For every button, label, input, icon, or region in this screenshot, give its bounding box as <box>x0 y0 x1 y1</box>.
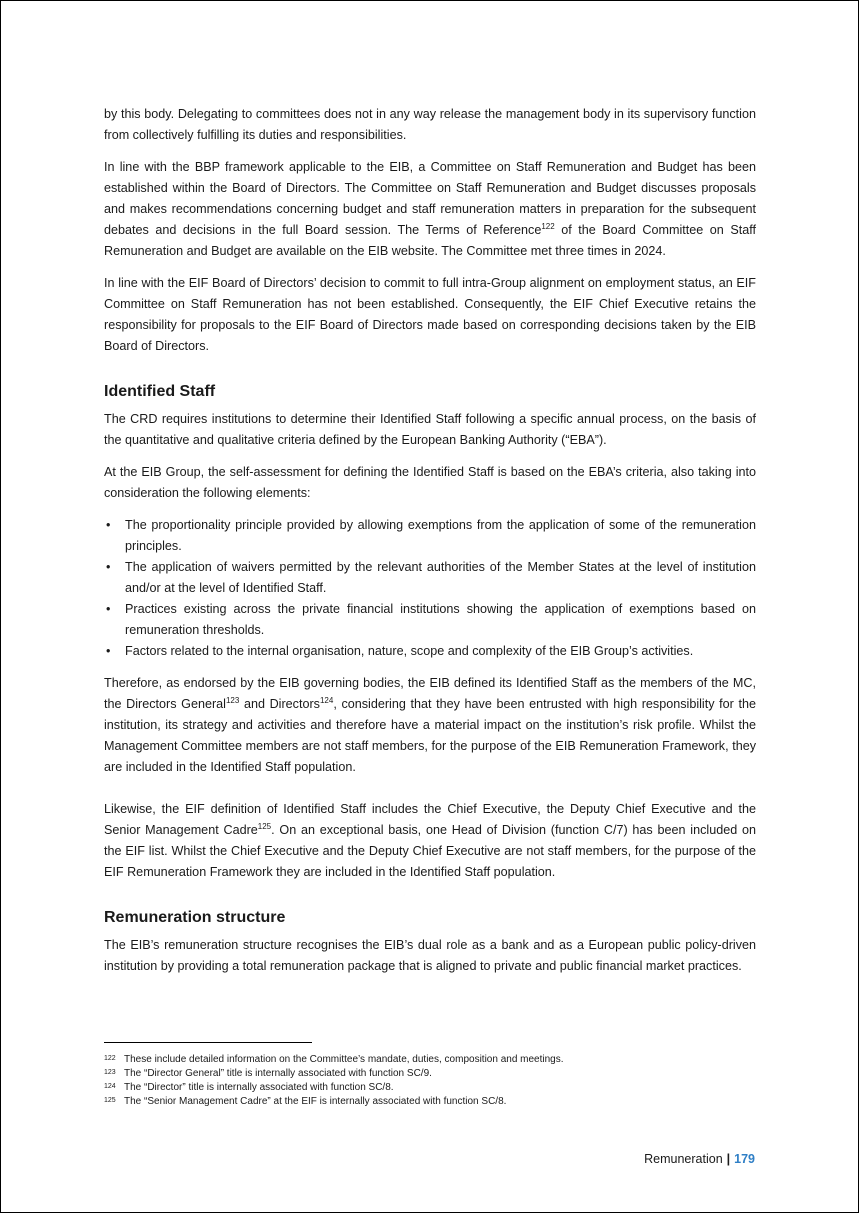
footnote-122 <box>104 1053 756 1067</box>
paragraph-eif-committee: In line with the EIF Board of Directors’ decision to commit to full intra-Group alignment on employment status, an EIF Committee on Staff Remuneration has not been established. Consequently, the EIF Chief Executive retains the responsibility for proposals to the EIF Board of Directors made based on corresponding decisions taken by the EIB Board of Directors. <box>104 276 756 353</box>
footnote-ref-122[interactable]: 122 <box>541 222 555 231</box>
paragraph-eif-identified-staff <box>104 799 756 883</box>
page-number: 179 <box>734 1152 755 1166</box>
paragraph-crd: The CRD requires institutions to determine their Identified Staff following a specific annual process, on the basis of the quantitative and qualitative criteria defined by the European Banking Authority (“EBA”). <box>104 412 756 447</box>
heading-identified-staff: Identified Staff <box>104 383 216 400</box>
list-item-text: The proportionality principle provided by allowing exemptions from the application of some of the remuneration principles. <box>125 518 756 553</box>
list-item-text: The application of waivers permitted by the relevant authorities of the Member States at the level of institution and/or at the level of Identified Staff. <box>125 560 756 595</box>
footnote-ref-125[interactable]: 125 <box>257 822 272 831</box>
paragraph-text: , considering that they have been entrusted with high responsibility for the institution, its strategy and activities and therefore have a material impact on the institution’s risk profile. Whilst the Management Committee members are not staff members, for the purpose of the EIB Remuneration Framework, they are included in the Identified Staff population. <box>104 697 756 774</box>
list-item <box>104 515 756 557</box>
footnote-number: 124 <box>104 1083 116 1090</box>
bullet-icon: • <box>106 518 111 532</box>
footnote-text: The “Senior Management Cadre” at the EIF is internally associated with function SC/8. <box>124 1096 507 1107</box>
paragraph-self-assessment: At the EIB Group, the self-assessment for defining the Identified Staff is based on the EBA’s criteria, also taking into consideration the following elements: <box>104 465 756 500</box>
footer-section-title: Remuneration <box>644 1152 723 1166</box>
footnote-text: These include detailed information on the Committee’s mandate, duties, composition and meetings. <box>124 1054 564 1065</box>
footnote-ref-123[interactable]: 123 <box>225 696 240 705</box>
paragraph-committee-text-end: of the Board Committee on Staff Remuneration and Budget are available on the EIB website. The Committee met three times in 2024. <box>104 223 756 258</box>
list-item-text: Practices existing across the private financial institutions showing the application of exemptions based on remuneration thresholds. <box>125 602 756 637</box>
footnotes <box>104 1053 756 1109</box>
criteria-list <box>104 515 756 662</box>
paragraph-text: . On an exceptional basis, one Head of Division (function C/7) has been included on the EIF list. Whilst the Chief Executive and the Deputy Chief Executive are not staff members, for the purpose of the EIF Remuneration Framework they are included in the Identified Staff population. <box>104 823 757 879</box>
bullet-icon: • <box>106 602 111 616</box>
paragraph-text: Likewise, the EIF definition of Identified Staff includes the Chief Executive, the Deputy Chief Executive and the Senior Management Cadre <box>104 802 756 837</box>
footnote-number: 125 <box>104 1097 116 1104</box>
footnote-ref-124[interactable]: 124 <box>319 696 334 705</box>
footnote-125 <box>104 1095 756 1109</box>
paragraph-delegation: by this body. Delegating to committees does not in any way release the management body in its supervisory function from collectively fulfilling its duties and responsibilities. <box>104 107 756 142</box>
footnote-text: The “Director General” title is internally associated with function SC/9. <box>124 1068 432 1079</box>
footnote-124 <box>104 1081 756 1095</box>
paragraph-remuneration-structure: The EIB’s remuneration structure recognises the EIB’s dual role as a bank and as a European public policy-driven institution by providing a total remuneration package that is aligned to private and public financial market practices. <box>104 938 756 973</box>
list-item <box>104 599 756 641</box>
footnote-divider <box>104 1042 312 1043</box>
list-item <box>104 641 756 662</box>
footnote-text: The “Director” title is internally associated with function SC/8. <box>124 1082 394 1093</box>
paragraph-eib-identified-staff <box>104 673 756 778</box>
list-item-text: Factors related to the internal organisation, nature, scope and complexity of the EIB Group’s activities. <box>125 644 694 658</box>
page-footer <box>644 1152 755 1166</box>
bullet-icon: • <box>106 560 111 574</box>
heading-remuneration-structure: Remuneration structure <box>104 909 286 926</box>
paragraph-committee <box>104 157 756 262</box>
footnote-number: 123 <box>104 1069 116 1076</box>
paragraph-text: Therefore, as endorsed by the EIB governing bodies, the EIB defined its Identified Staff as the members of the MC, the Directors General <box>104 676 756 711</box>
list-item <box>104 557 756 599</box>
paragraph-text: and Directors <box>239 697 320 711</box>
footer-separator: | <box>726 1152 731 1166</box>
footnote-123 <box>104 1067 756 1081</box>
footnote-number: 122 <box>104 1055 116 1062</box>
bullet-icon: • <box>106 644 111 658</box>
paragraph-committee-text: In line with the BBP framework applicable to the EIB, a Committee on Staff Remuneration and Budget has been established within the Board of Directors. The Committee on Staff Remuneration and Budget discusses proposals and makes recommendations concerning budget and staff remuneration matters in preparation for the subsequent debates and decisions in the full Board session. The Terms of Reference <box>104 160 756 237</box>
spacer <box>104 789 756 799</box>
main-content <box>104 104 756 988</box>
